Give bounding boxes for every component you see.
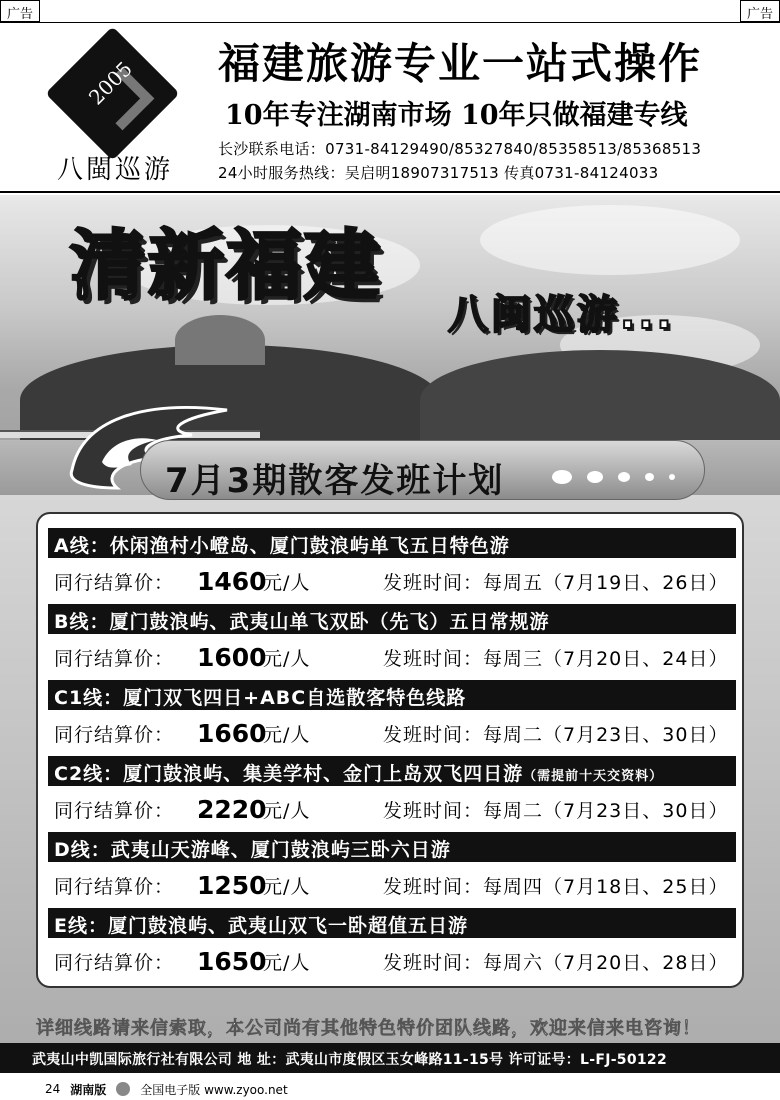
logo-name: 八閩巡游 (56, 155, 173, 185)
header (0, 23, 780, 193)
ad-label-left: 广告 (0, 0, 40, 22)
route-name: B线：厦门鼓浪屿、武夷山单飞双卧（先飞）五日常规游 (48, 604, 736, 634)
route-price-row (48, 786, 736, 832)
route-price-row (48, 634, 736, 680)
price-unit: 元/人 (263, 571, 311, 594)
island-right (420, 350, 780, 450)
contact-phone: 长沙联系电话：0731-84129490/85327840/85358513/85368513 (218, 140, 702, 158)
company-info-bar: 武夷山中凯国际旅行社有限公司 地 址：武夷山市度假区玉女峰路11-15号 许可证号：L-FJ-50122 (0, 1043, 780, 1073)
price-unit: 元/人 (263, 723, 311, 746)
rock (175, 315, 265, 365)
header-subtitle: 10年专注湖南市场 10年只做福建专线 (225, 100, 688, 131)
page-footer (0, 1078, 780, 1100)
price-value: 1660 (197, 718, 267, 748)
route-name: E线：厦门鼓浪屿、武夷山双飞一卧超值五日游 (48, 908, 736, 938)
route-item (48, 832, 736, 908)
route-name: A线：休闲渔村小嶝岛、厦门鼓浪屿单飞五日特色游 (48, 528, 736, 558)
price-label: 同行结算价： (54, 647, 175, 670)
dot-icon (618, 472, 630, 482)
route-name: C1线：厦门双飞四日+ABC自选散客特色线路 (48, 680, 736, 710)
departure-schedule: 发班时间：每周二（7月23日、30日） (383, 723, 729, 746)
price-label: 同行结算价： (54, 571, 175, 594)
dot-icon (669, 474, 675, 480)
schedule-title: 7月3期散客发班计划 (165, 461, 505, 501)
decor-dots (552, 466, 685, 485)
price-value: 2220 (197, 794, 267, 824)
route-item (48, 604, 736, 680)
edition-label: 湖南版 (70, 1082, 107, 1097)
price-unit: 元/人 (263, 647, 311, 670)
page-number: 24 (45, 1082, 61, 1096)
departure-schedule: 发班时间：每周五（7月19日、26日） (383, 571, 729, 594)
route-item (48, 756, 736, 832)
ad-label-right: 广告 (740, 0, 780, 22)
site-label: 全国电子版 www.zyoo.net (140, 1082, 288, 1097)
price-value: 1600 (197, 642, 267, 672)
dot-icon (645, 473, 654, 481)
departure-schedule: 发班时间：每周四（7月18日、25日） (383, 875, 729, 898)
route-price-row (48, 710, 736, 756)
header-title: 福建旅游专业一站式操作 (218, 39, 703, 88)
contact-hotline: 24小时服务热线：吴启明18907317513 传真0731-84124033 (218, 164, 659, 182)
route-name: C2线：厦门鼓浪屿、集美学村、金门上岛双飞四日游（需提前十天交资料） (48, 756, 736, 786)
cloud (480, 205, 740, 275)
price-label: 同行结算价： (54, 951, 175, 974)
route-item (48, 680, 736, 756)
route-note: （需提前十天交资料） (523, 769, 664, 784)
dot-icon (587, 471, 603, 483)
price-value: 1460 (197, 566, 267, 596)
price-label: 同行结算价： (54, 875, 175, 898)
price-value: 1650 (197, 946, 267, 976)
banner-brand: 八闽巡游... (448, 292, 675, 338)
footer-note: 详细线路请来信索取，本公司尚有其他特色特价团队线路，欢迎来信来电咨询！ (36, 1018, 701, 1039)
route-price-row (48, 938, 736, 984)
logo-year: 2005 (83, 56, 137, 110)
departure-schedule: 发班时间：每周二（7月23日、30日） (383, 799, 729, 822)
departure-schedule: 发班时间：每周六（7月20日、28日） (383, 951, 729, 974)
banner-title: 清新福建 (70, 221, 382, 310)
price-value: 1250 (197, 870, 267, 900)
route-price-row (48, 558, 736, 604)
price-unit: 元/人 (263, 951, 311, 974)
route-item (48, 908, 736, 984)
route-price-row (48, 862, 736, 908)
price-label: 同行结算价： (54, 723, 175, 746)
price-label: 同行结算价： (54, 799, 175, 822)
route-item (48, 528, 736, 604)
route-name: D线：武夷山天游峰、厦门鼓浪屿三卧六日游 (48, 832, 736, 862)
price-unit: 元/人 (263, 799, 311, 822)
dot-icon (552, 470, 572, 484)
price-unit: 元/人 (263, 875, 311, 898)
company-logo (40, 41, 190, 186)
route-panel (36, 512, 744, 988)
departure-schedule: 发班时间：每周三（7月20日、24日） (383, 647, 729, 670)
publication-logo-icon (116, 1082, 130, 1096)
